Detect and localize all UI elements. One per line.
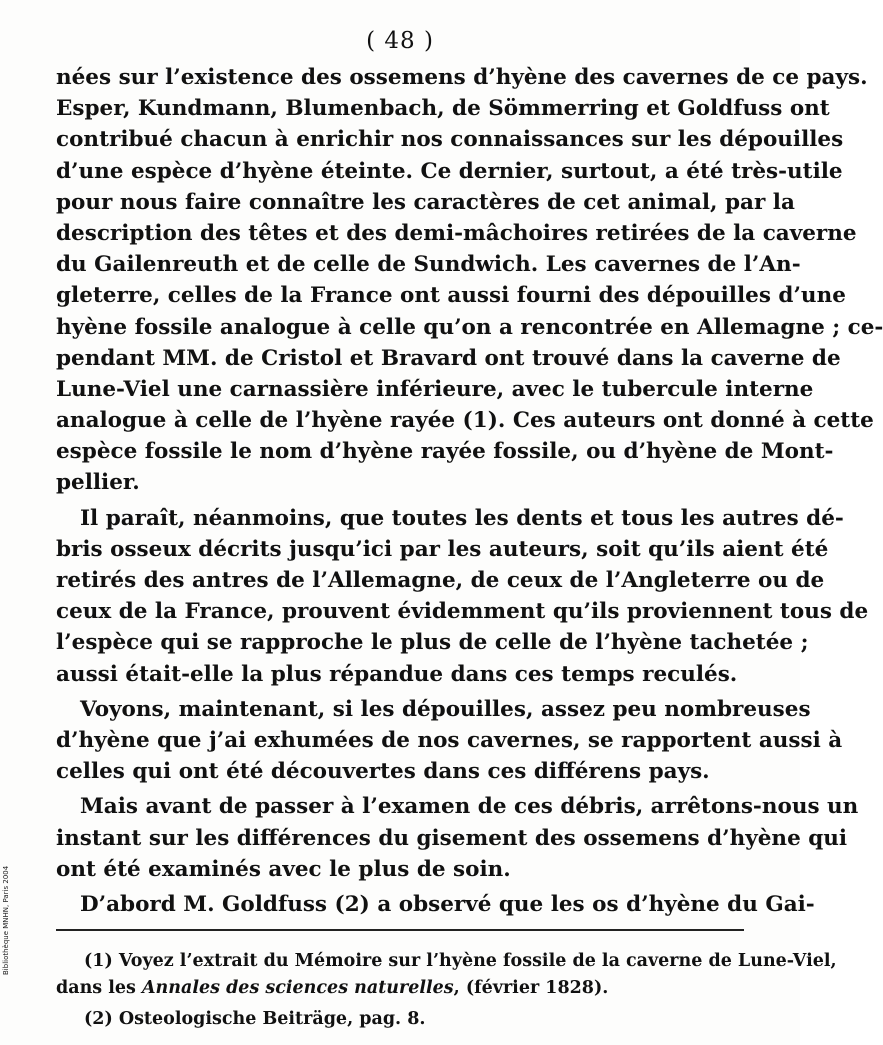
main-text [56, 62, 883, 920]
text-line: Il paraît, néanmoins, que toutes les dents et tous les autres dé- [80, 505, 844, 531]
text-line: description des têtes et des demi-mâchoires retirées de la caverne [56, 220, 857, 246]
library-stamp: Bibliothèque MNHN, Paris 2004 [2, 865, 10, 975]
text-line: gleterre, celles de la France ont aussi fourni des dépouilles d’une [56, 283, 846, 309]
footnotes [56, 948, 837, 1033]
text-line: pellier. [56, 470, 140, 496]
text-line: Voyons, maintenant, si les dépouilles, assez peu nombreuses [80, 696, 811, 722]
text-line: retirés des antres de l’Allemagne, de ceux de l’Angleterre ou de [56, 568, 825, 593]
text-line: nées sur l’existence des ossemens d’hyène des cavernes de ce pays. [56, 65, 868, 90]
text-line: d’hyène que j’ai exhumées de nos cavernes, se rapportent aussi à [56, 727, 843, 753]
text-line: Esper, Kundmann, Blumenbach, de Sömmerring et Goldfuss ont [56, 96, 830, 122]
footnote-2: (2) Osteologische Beiträge, pag. 8. [84, 1009, 426, 1029]
text-line: bris osseux décrits jusqu’ici par les auteurs, soit qu’ils aient été [56, 536, 829, 562]
paragraph-3 [56, 694, 843, 788]
footnote-text: dans les [56, 978, 142, 998]
journal-title: Annales des sciences naturelles [141, 978, 454, 998]
text-line: celles qui ont été découvertes dans ces différens pays. [56, 759, 710, 785]
text-line: ceux de la France, prouvent évidemment qu’ils proviennent tous de [56, 599, 869, 625]
text-line: aussi était-elle la plus répandue dans ces temps reculés. [56, 661, 738, 687]
text-line: instant sur les différences du gisement des ossemens d’hyène qui [56, 825, 848, 851]
paragraph-1 [56, 62, 883, 499]
text-line: ont été examinés avec le plus de soin. [56, 856, 511, 882]
page-number: ( 48 ) [366, 28, 434, 54]
text-line: contribué chacun à enrichir nos connaissances sur les dépouilles [56, 127, 844, 153]
text-line: pour nous faire connaître les caractères de cet animal, par la [56, 189, 795, 215]
text-line: d’une espèce d’hyène éteinte. Ce dernier, surtout, a été très-utile [56, 158, 843, 184]
paragraph-4 [56, 791, 859, 885]
footnote-1-line-2 [56, 975, 744, 1002]
footnote-text: , (février 1828). [453, 978, 609, 998]
text-line: pendant MM. de Cristol et Bravard ont trouvé dans la caverne de [56, 345, 841, 371]
text-line: Mais avant de passer à l’examen de ces débris, arrêtons-nous un [80, 794, 859, 820]
footnote-1-line-1: (1) Voyez l’extrait du Mémoire sur l’hyène fossile de la caverne de Lune-Viel, [84, 951, 837, 971]
text-line: espèce fossile le nom d’hyène rayée fossile, ou d’hyène de Mont- [56, 439, 834, 465]
text-line: hyène fossile analogue à celle qu’on a rencontrée en Allemagne ; ce- [56, 314, 883, 340]
paragraph-2 [56, 503, 869, 690]
text-line: du Gailenreuth et de celle de Sundwich. Les cavernes de l’An- [56, 252, 801, 278]
text-line: Lune-Viel une carnassière inférieure, avec le tubercule interne [56, 376, 814, 402]
paragraph-5 [56, 889, 815, 920]
text-line: l’espèce qui se rapproche le plus de celle de l’hyène tachetée ; [56, 630, 809, 656]
text-line: D’abord M. Goldfuss (2) a observé que les os d’hyène du Gai- [80, 891, 815, 917]
text-line: analogue à celle de l’hyène rayée (1). Ces auteurs ont donné à cette [56, 408, 874, 434]
footnote-rule [56, 929, 744, 931]
